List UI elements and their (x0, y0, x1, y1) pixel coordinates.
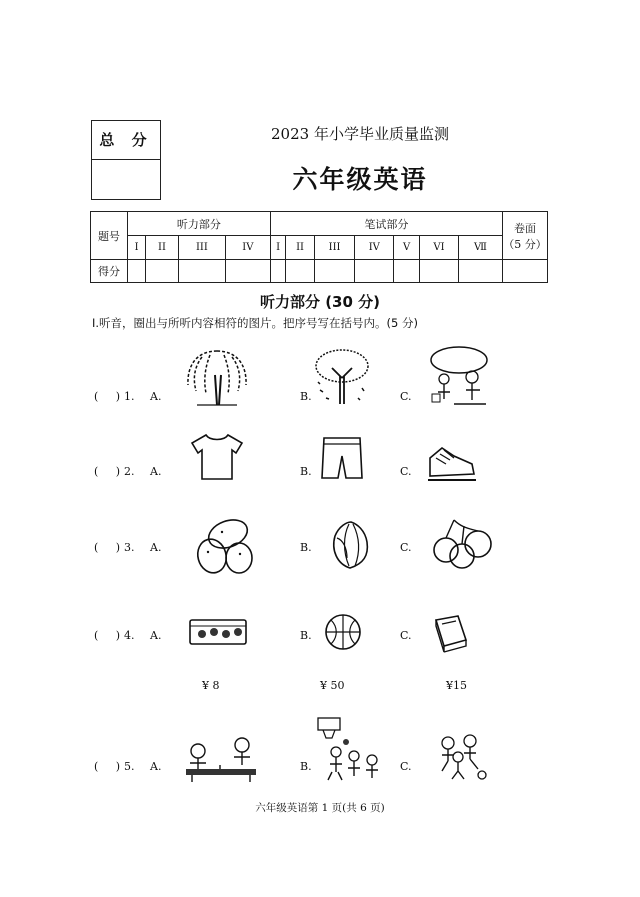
answer-parens: ( ) (94, 465, 121, 478)
option-label: C. (400, 465, 412, 478)
score-label: 得分 (91, 260, 128, 283)
written-part: IV (355, 236, 394, 260)
tomatoes-icon (430, 516, 494, 570)
score-cell (178, 260, 225, 283)
score-cell (286, 260, 314, 283)
option-label: B. (300, 541, 312, 554)
score-cell (270, 260, 286, 283)
listening-part: III (178, 236, 225, 260)
written-part: III (314, 236, 355, 260)
written-part: V (394, 236, 420, 260)
option-label: C. (400, 629, 412, 642)
written-header: 笔试部分 (270, 212, 502, 236)
option-label: B. (300, 465, 312, 478)
score-cell (458, 260, 502, 283)
price-label: ¥15 (446, 679, 467, 692)
section-instruction: I.听音，圈出与所听内容相符的图片。把序号写在括号内。(5 分) (92, 316, 418, 330)
option-label: B. (300, 760, 312, 773)
score-cell (503, 260, 548, 283)
book-icon (430, 614, 470, 654)
score-cell (128, 260, 146, 283)
price-label: ¥ 50 (320, 679, 345, 692)
option-label: C. (400, 541, 412, 554)
kids-basketball-icon (314, 716, 386, 782)
kids-ping-pong-icon (182, 735, 260, 783)
question-number: 3. (124, 541, 135, 554)
total-score-box (91, 120, 161, 200)
question-number: 1. (124, 390, 135, 403)
potatoes-icon (194, 518, 258, 576)
option-label: A. (150, 541, 162, 554)
t-shirt-icon (188, 433, 246, 481)
question-number: 2. (124, 465, 135, 478)
kids-football-icon (434, 735, 490, 781)
score-cell (355, 260, 394, 283)
score-cell (314, 260, 355, 283)
sneakers-icon (424, 436, 478, 486)
score-table (90, 211, 548, 283)
score-cell (146, 260, 179, 283)
exam-title: 2023 年小学毕业质量监测 (271, 125, 449, 143)
shorts-icon (320, 436, 364, 482)
listening-part: IV (225, 236, 270, 260)
pencil-case-icon (188, 616, 248, 648)
listening-part: I (128, 236, 146, 260)
people-under-tree-icon (424, 344, 494, 408)
option-label: A. (150, 760, 162, 773)
neatness-points: （5 分） (503, 237, 547, 251)
option-label: C. (400, 760, 412, 773)
item-label: 题号 (91, 212, 128, 260)
written-part: I (270, 236, 286, 260)
option-label: B. (300, 629, 312, 642)
question-number: 4. (124, 629, 135, 642)
option-label: B. (300, 390, 312, 403)
written-part: Ⅶ (458, 236, 502, 260)
option-label: A. (150, 465, 162, 478)
answer-parens: ( ) (94, 629, 121, 642)
score-cell (420, 260, 459, 283)
option-label: A. (150, 629, 162, 642)
option-label: A. (150, 390, 162, 403)
answer-parens: ( ) (94, 760, 121, 773)
total-score-label: 总 分 (92, 121, 160, 160)
score-cell (225, 260, 270, 283)
exam-subject: 六年级英语 (292, 165, 428, 194)
basketball-icon (324, 613, 362, 651)
written-part: II (286, 236, 314, 260)
answer-parens: ( ) (94, 541, 121, 554)
price-label: ¥ 8 (202, 679, 220, 692)
cabbage-icon (327, 518, 373, 570)
listening-header: 听力部分 (128, 212, 271, 236)
written-part: VI (420, 236, 459, 260)
section-title: 听力部分 (30 分) (259, 293, 381, 311)
question-number: 5. (124, 760, 135, 773)
autumn-tree-icon (312, 346, 372, 406)
neatness-label: 卷面 (514, 221, 536, 235)
willow-tree-icon (182, 345, 252, 407)
score-cell (394, 260, 420, 283)
option-label: C. (400, 390, 412, 403)
page-footer: 六年级英语第 1 页(共 6 页) (255, 802, 385, 814)
neatness-header (503, 212, 548, 260)
listening-part: II (146, 236, 179, 260)
answer-parens: ( ) (94, 390, 121, 403)
